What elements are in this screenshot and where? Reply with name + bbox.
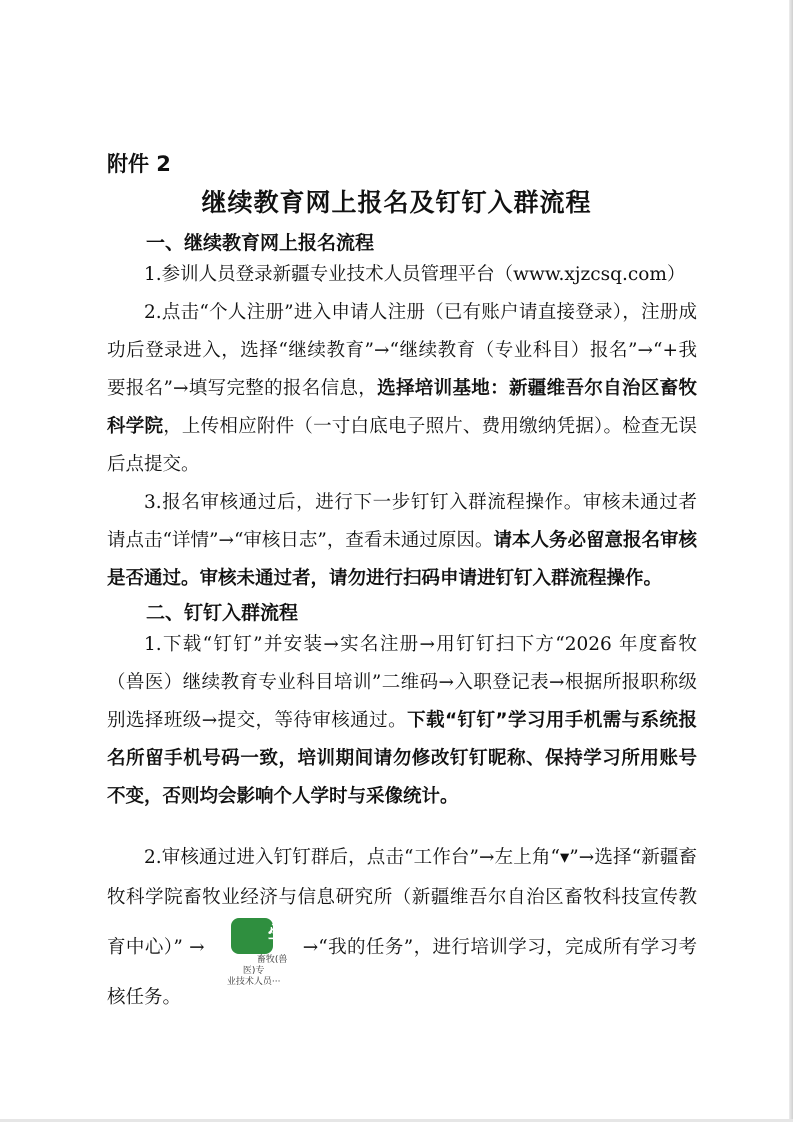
paragraph-text: 3.报名审核通过后，进行下一步钉钉入群流程操作。审核未通过者请点击“详情”→“审核日志”，查看未通过原因。 xyxy=(107,492,697,551)
section1-paragraph-1 xyxy=(107,256,697,294)
study-app-icon xyxy=(215,918,293,987)
section1-heading: 一、继续教育网上报名流程 xyxy=(146,232,375,254)
paragraph-bold-text: 下载“钉钉”学习用手机需与系统报名所留手机号码一致，培训期间请勿修改钉钉昵称、保持学习所用账号不变，否则均会影响个人学时与采像统计。 xyxy=(107,710,697,807)
section1-paragraph-3 xyxy=(107,484,697,598)
paragraph-text: ，上传相应附件（一寸白底电子照片、费用缴纳凭据）。检查无误后点提交。 xyxy=(107,416,697,475)
app-caption-line: 业技术人员··· xyxy=(226,977,281,987)
paragraph-text: 1.下载“钉钉”并安装→实名注册→用钉钉扫下方“2026 年度畜牧（兽医）继续教育专业科目培训”二维码→入职登记表→根据所报职称级别选择班级→提交，等待审核通过。 xyxy=(107,634,697,731)
study-app-caption xyxy=(215,955,293,988)
paragraph-text: 1.参训人员登录新疆专业技术人员管理平台（www.xjzcsq.com） xyxy=(144,264,686,285)
paragraph-text: 2.审核通过进入钉钉群后，点击“工作台”→左上角“▾”→选择“新疆畜牧科学院畜牧业经济与信息研究所（新疆维吾尔自治区畜牧科技宣传教育中心）” → xyxy=(107,847,697,958)
section2-heading: 二、钉钉入群流程 xyxy=(146,602,299,624)
section2-paragraph-1 xyxy=(107,626,697,816)
document-title: 继续教育网上报名及钉钉入群流程 xyxy=(201,188,592,217)
section2-paragraph-2 xyxy=(107,838,697,1018)
paragraph-text: →“我的任务”，进行培训学习，完成所有学习考核任务。 xyxy=(107,937,697,1008)
paragraph-bold-text: 请本人务必留意报名审核是否通过。审核未通过者，请勿进行扫码申请进钉钉入群流程操作。 xyxy=(107,530,697,589)
scan-edge xyxy=(789,0,793,1122)
study-app-tile-icon: 学 xyxy=(231,918,273,954)
section1-paragraph-2 xyxy=(107,294,697,484)
paragraph-text: 2.点击“个人注册”进入申请人注册（已有账户请直接登录），注册成功后登录进入，选择“继续教育”→“继续教育（专业科目）报名”→“+我要报名”→填写完整的报名信息， xyxy=(107,302,697,399)
app-caption-line: 畜牧(兽医)专 xyxy=(242,955,288,976)
attachment-label: 附件 2 xyxy=(107,152,171,176)
paragraph-bold-text: 选择培训基地：新疆维吾尔自治区畜牧科学院 xyxy=(107,378,697,437)
